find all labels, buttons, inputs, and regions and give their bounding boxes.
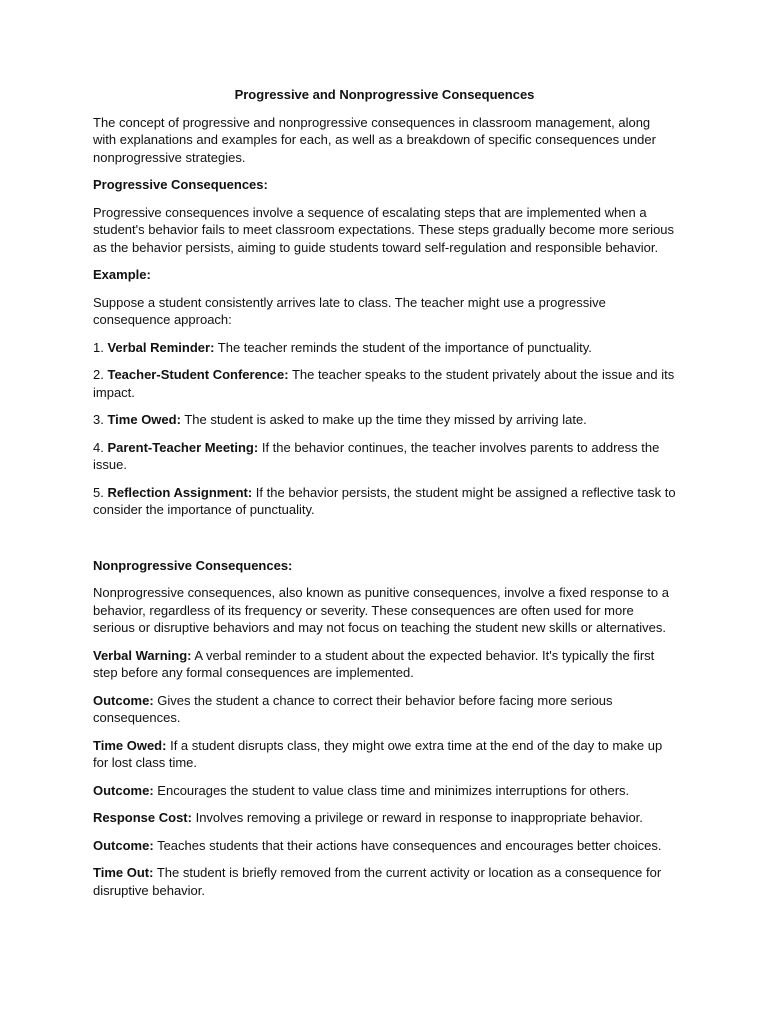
item-text: Involves removing a privilege or reward in response to inappropriate behavior. (195, 810, 643, 825)
progressive-step-4 (93, 439, 676, 474)
nonprogressive-description: Nonprogressive consequences, also known as punitive consequences, involve a fixed response to a behavior, regardless of its frequency or severity. These consequences are often used for more serious or disruptive behaviors and may not focus on teaching the student new skills or alternatives. (93, 585, 669, 635)
step-text: If the behavior continues, the teacher involves parents to address the issue. (93, 439, 660, 472)
item-term: Response Cost: (93, 810, 192, 825)
step-number: 2. (93, 367, 104, 382)
step-number: 4. (93, 439, 104, 455)
step-number: 3. (93, 412, 104, 427)
item-text: A verbal reminder to a student about the expected behavior. It's typically the first step before any formal consequences are implemented. (93, 647, 655, 680)
item-text: If a student disrupts class, they might owe extra time at the end of the day to make up for lost class time. (93, 737, 663, 770)
example-intro: Suppose a student consistently arrives late to class. The teacher might use a progressive consequence approach: (93, 294, 606, 327)
intro-paragraph: The concept of progressive and nonprogressive consequences in classroom management, along with explanations and examples for each, as well as a breakdown of specific consequences under nonprogressive strategies. (93, 114, 656, 165)
progressive-step-3 (93, 411, 676, 429)
step-text: The teacher reminds the student of the importance of punctuality. (217, 339, 592, 355)
item-term: Time Out: (93, 865, 154, 880)
step-text: If the behavior persists, the student might be assigned a reflective task to consider the importance of punctuality. (93, 484, 676, 517)
progressive-step-1 (93, 339, 676, 357)
progressive-description: Progressive consequences involve a sequence of escalating steps that are implemented when a student's behavior fails to meet classroom expectations. These steps gradually become more serious as the behavior persists, aiming to guide students toward self-regulation and responsible behavior. (93, 204, 675, 255)
example-heading: Example: (93, 267, 151, 282)
nonprogressive-item-response-cost (93, 809, 676, 827)
progressive-step-5 (93, 484, 676, 519)
item-term: Time Owed: (93, 737, 167, 753)
nonprogressive-item-time-owed (93, 737, 676, 772)
item-text: Teaches students that their actions have consequences and encourages better choices. (157, 837, 662, 853)
section-spacer (93, 529, 676, 557)
item-term: Outcome: (93, 837, 154, 853)
nonprogressive-item-outcome-2 (93, 782, 676, 800)
step-term: Time Owed: (107, 412, 181, 427)
step-text: The teacher speaks to the student privately about the issue and its impact. (93, 367, 675, 400)
nonprogressive-item-verbal-warning (93, 647, 676, 682)
step-term: Reflection Assignment: (107, 484, 253, 500)
item-term: Outcome: (93, 782, 154, 798)
step-number: 1. (93, 339, 104, 355)
document-title: Progressive and Nonprogressive Consequences (234, 87, 535, 102)
step-term: Teacher-Student Conference: (107, 367, 289, 382)
nonprogressive-heading: Nonprogressive Consequences: (93, 557, 293, 573)
step-text: The student is asked to make up the time they missed by arriving late. (184, 412, 587, 427)
progressive-step-2 (93, 366, 676, 401)
nonprogressive-item-time-out (93, 864, 676, 899)
item-text: The student is briefly removed from the current activity or location as a consequence for disruptive behavior. (93, 865, 662, 898)
item-term: Outcome: (93, 692, 154, 708)
item-term: Verbal Warning: (93, 647, 192, 663)
nonprogressive-item-outcome-3 (93, 837, 676, 855)
nonprogressive-item-outcome-1 (93, 692, 676, 727)
item-text: Encourages the student to value class time and minimizes interruptions for others. (157, 782, 630, 798)
item-text: Gives the student a chance to correct their behavior before facing more serious consequences. (93, 692, 613, 725)
progressive-heading: Progressive Consequences: (93, 177, 268, 192)
step-term: Verbal Reminder: (107, 339, 215, 355)
step-term: Parent-Teacher Meeting: (107, 439, 259, 455)
step-number: 5. (93, 484, 104, 500)
